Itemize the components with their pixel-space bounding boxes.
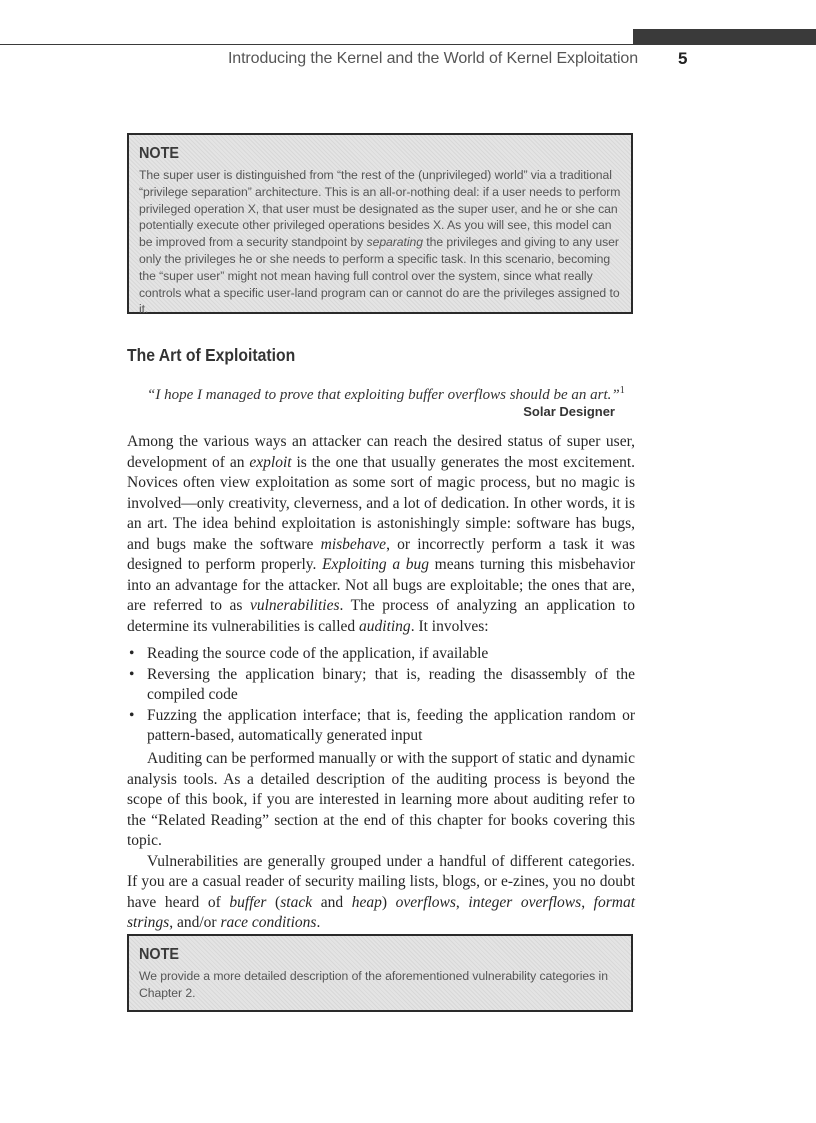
bullet-marker: • xyxy=(129,665,135,683)
body-paragraph: Auditing can be performed manually or with the support of static and dynamic analysis tools. As a detailed description of the auditing process is beyond the scope of this book, if you are interested in learning more about auditing refer to the “Related Reading” section at the end of this chapter for books covering this topic. xyxy=(127,750,635,849)
body-paragraph: Vulnerabilities are generally grouped under a handful of different categories. If you are a casual reader of security mailing lists, blogs, or e-zines, you no doubt have heard of buffer (stack and heap) overflows, integer overflows, format strings, and/or race conditions. xyxy=(127,852,636,931)
note-text: We provide a more detailed description of the aforementioned vulnerability categories in Chapter 2. xyxy=(139,969,608,1000)
note-title: NOTE xyxy=(139,145,180,162)
body-paragraph: Among the various ways an attacker can reach the desired status of super user, development of an exploit is the one that usually generates the most excitement. Novices often view exploitation as some sort of magic process, but no magic is involved—only creativity, cleverness, and a lot of dedication. In other words, it is an art. The idea behind exploitation is astonishingly simple: software has bugs, and bugs make the software misbehave, or incorrectly perform a task it was designed to perform properly. Exploiting a bug means turning this misbehavior into an advantage for the attacker. Not all bugs are exploitable; the ones that are, are referred to as vulnerabilities. The process of analyzing an application to determine its vulnerabilities is called auditing. It involves: xyxy=(127,433,636,635)
bullet-marker: • xyxy=(129,645,135,662)
note-text: The super user is distinguished from “the rest of the (unprivileged) world” via a traditional “privilege separation” architecture. This is an all-or-nothing deal: if a user needs to perform privileged operation X, that user must be designated as the super user, and he or she can potentially execute other privileged operations besides X. As you will see, this model can be improved from a security standpoint by separating the privileges and giving to any user only the privileges he or she needs to perform a specific task. In this scenario, becoming the “super user” might not mean having full control over the system, since what really controls what a specific user-land program can or cannot do are the privileges assigned to it. xyxy=(139,168,621,317)
epigraph-quote: “I hope I managed to prove that exploiting buffer overflows should be an art.”$^1$ xyxy=(147,385,625,403)
auditing-methods-list xyxy=(127,644,635,747)
epigraph-author: Solar Designer xyxy=(523,404,615,419)
list-item: • Reading the source code of the application, if available xyxy=(127,644,635,665)
note-box-vulnerability-categories xyxy=(127,934,633,1012)
footnote-ref[interactable]: 1 xyxy=(619,385,625,396)
page-number: 5 xyxy=(678,49,688,68)
header-rule xyxy=(0,44,816,45)
running-head-title: Introducing the Kernel and the World of Kernel Exploitation xyxy=(227,50,638,67)
section-heading: The Art of Exploitation xyxy=(127,345,296,365)
body-paragraphs-bottom xyxy=(127,749,635,934)
note-box-privilege-separation xyxy=(127,133,633,317)
header-tab-bar xyxy=(633,29,816,45)
list-item: • Reversing the application binary; that is, reading the disassembly of the compiled code xyxy=(129,665,635,703)
bullet-marker: • xyxy=(129,706,135,724)
note-title: NOTE xyxy=(139,946,180,963)
list-item: • Fuzzing the application interface; that is, feeding the application random or pattern-based, automatically generated input xyxy=(129,706,635,744)
